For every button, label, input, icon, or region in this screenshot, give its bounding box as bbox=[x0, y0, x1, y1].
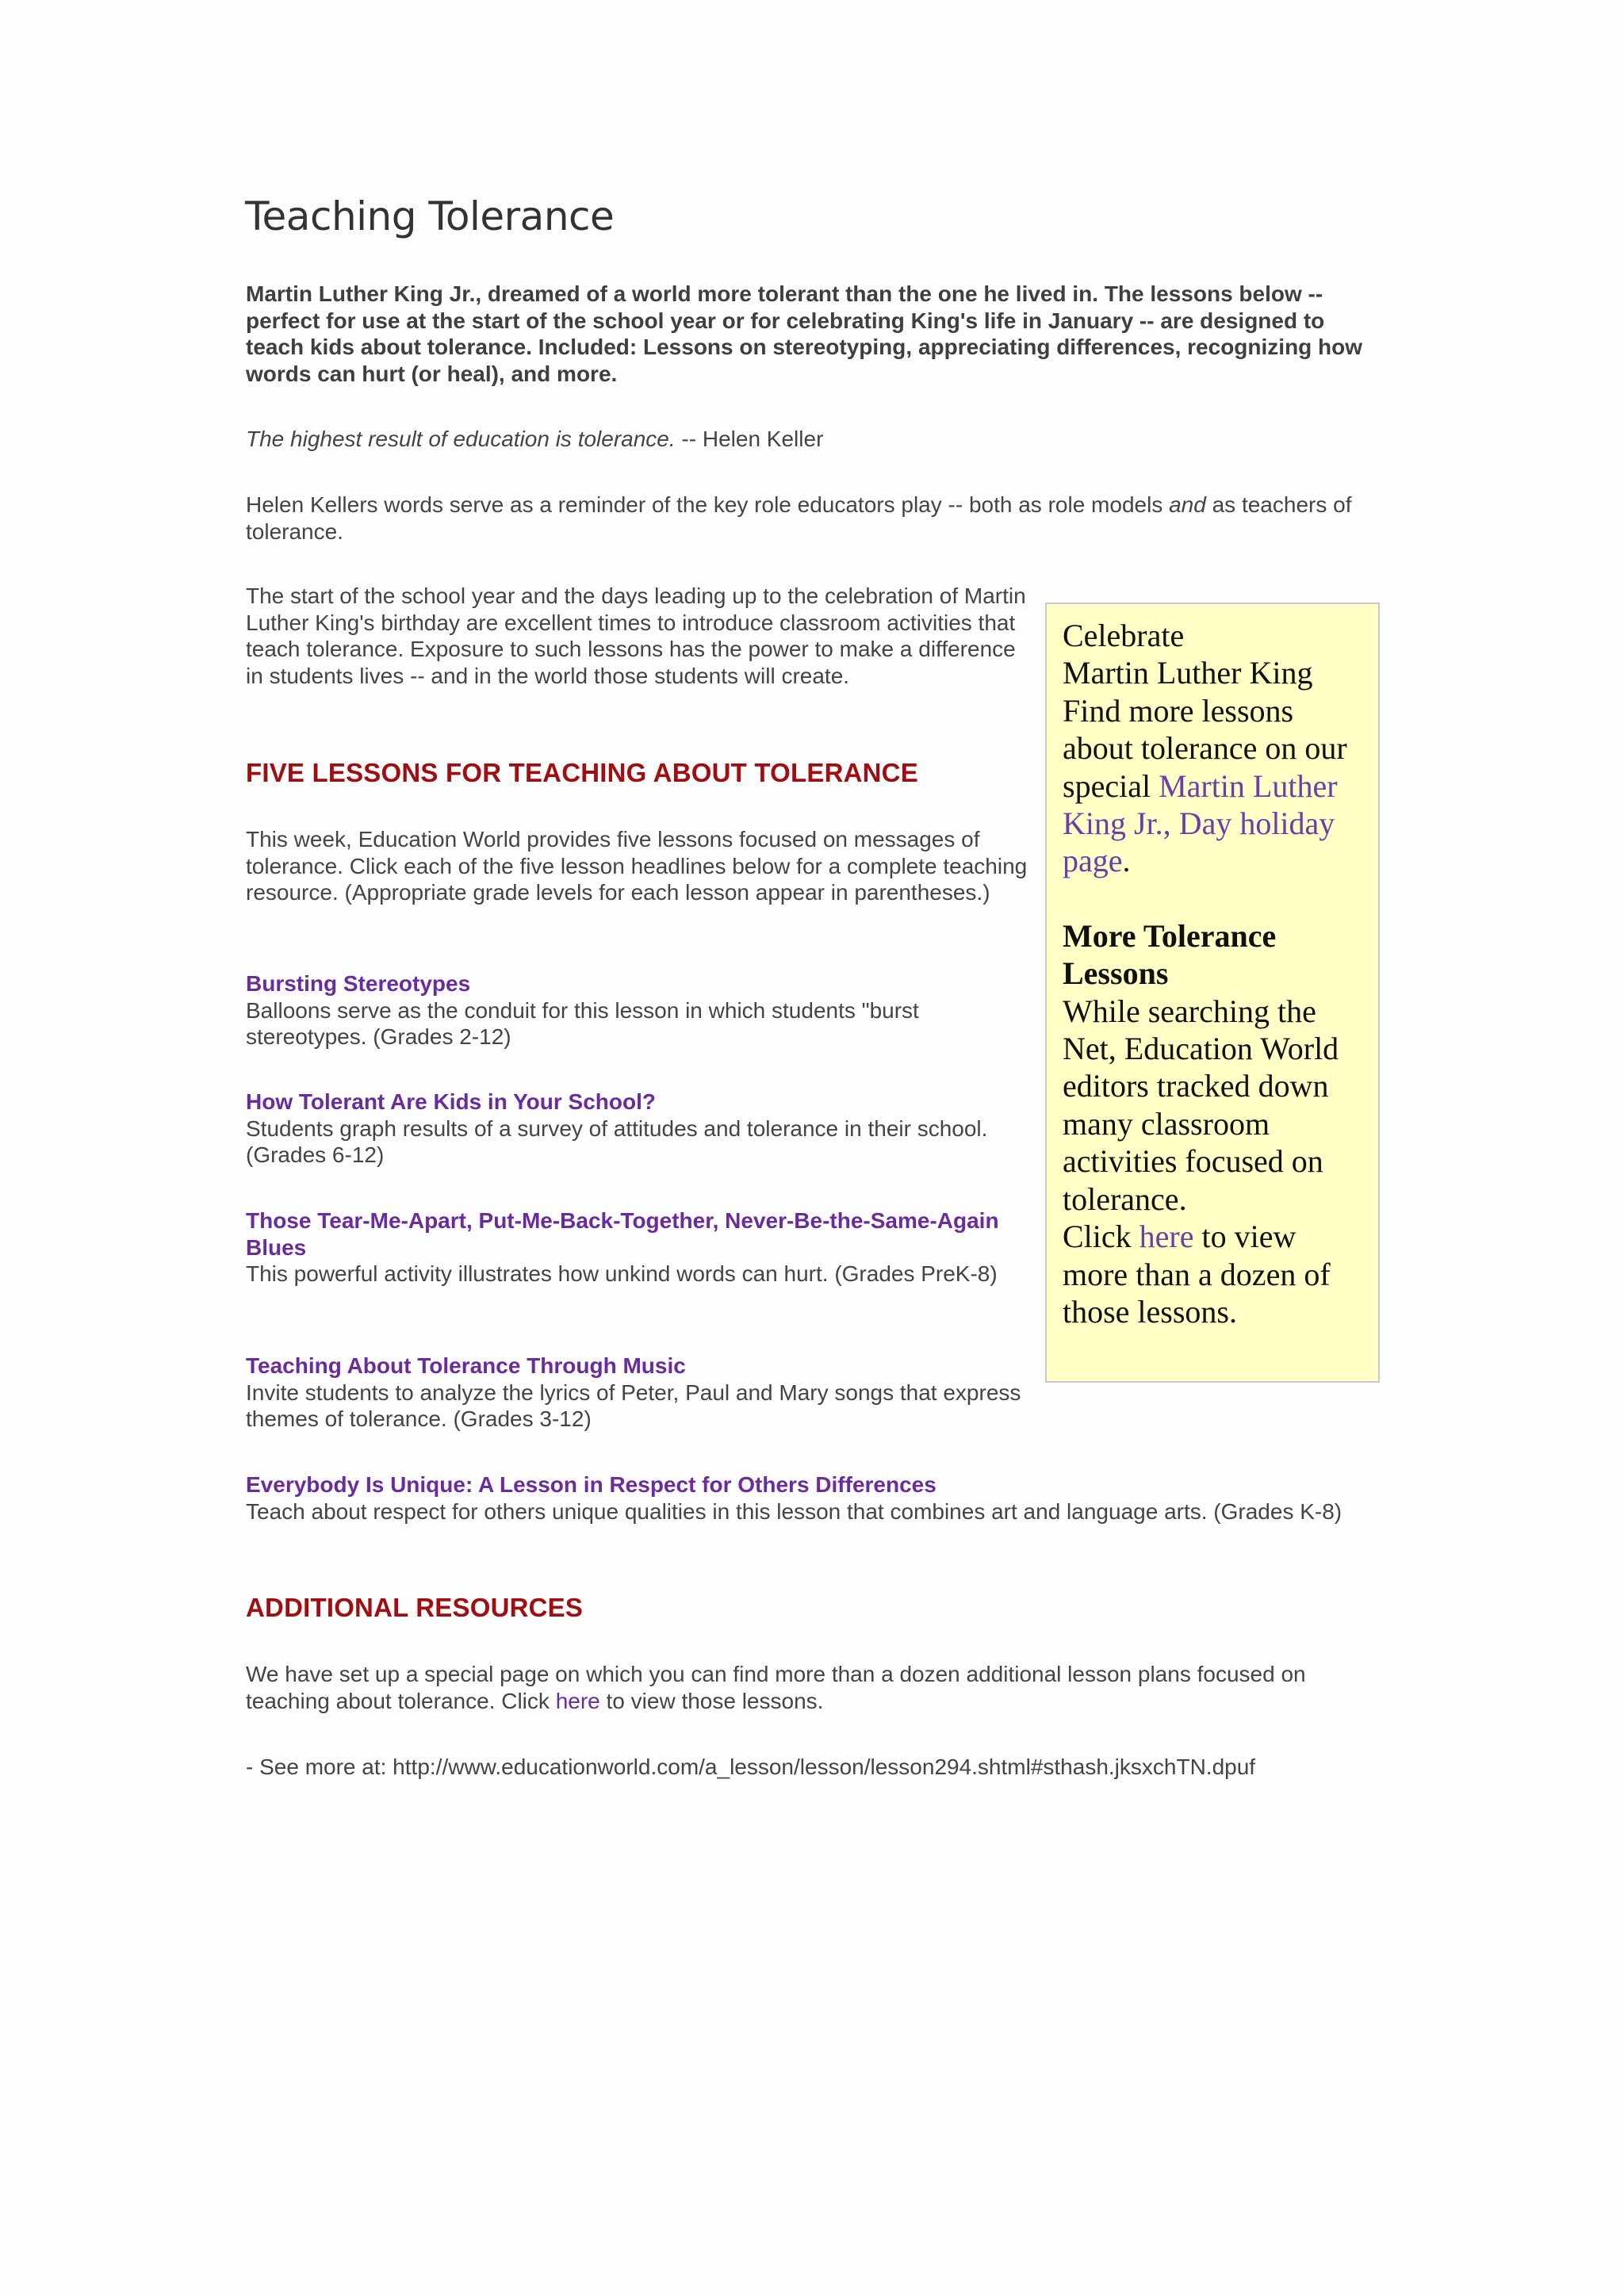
role-emphasis: and bbox=[1169, 492, 1206, 517]
sidebox-line-celebrate: Celebrate bbox=[1063, 618, 1185, 653]
lesson-title-link[interactable]: Everybody Is Unique: A Lesson in Respect for Others Differences bbox=[246, 1472, 936, 1497]
lesson-description: Invite students to analyze the lyrics of Peter, Paul and Mary songs that express themes of tolerance. (Grades 3-12) bbox=[246, 1380, 1021, 1431]
additional-here-link[interactable]: here bbox=[555, 1688, 600, 1713]
additional-resources-heading: ADDITIONAL RESOURCES bbox=[246, 1593, 584, 1622]
sidebox-click-paragraph bbox=[1063, 1218, 1365, 1330]
lesson-item bbox=[246, 1207, 1031, 1288]
lesson-item bbox=[246, 1353, 1031, 1433]
page-title: Teaching Tolerance bbox=[245, 193, 615, 239]
lesson-description: This powerful activity illustrates how unkind words can hurt. (Grades PreK-8) bbox=[246, 1261, 998, 1286]
tolerance-sidebar-box bbox=[1045, 603, 1380, 1383]
lesson-description: Students graph results of a survey of attitudes and tolerance in their school. (Grades 6-12) bbox=[246, 1115, 988, 1167]
quote-attribution: -- Helen Keller bbox=[675, 427, 824, 451]
sidebox-text-1: Find more lessons about tolerance on our special bbox=[1063, 692, 1347, 804]
lesson-item bbox=[246, 1089, 1031, 1169]
lesson-item bbox=[246, 1471, 1381, 1525]
mlk-holiday-page-link[interactable]: Martin Luther King Jr., Day holiday page bbox=[1063, 767, 1338, 879]
lesson-title-link[interactable]: How Tolerant Are Kids in Your School? bbox=[246, 1089, 657, 1114]
lesson-title-link[interactable]: Teaching About Tolerance Through Music bbox=[246, 1353, 686, 1378]
additional-resources-paragraph bbox=[246, 1661, 1381, 1714]
additional-text-after: to view those lessons. bbox=[599, 1688, 824, 1713]
lesson-title-link[interactable]: Bursting Stereotypes bbox=[246, 971, 471, 996]
role-text-after: as teachers of tolerance. bbox=[246, 492, 1352, 544]
role-text-before: Helen Kellers words serve as a reminder of the key role educators play -- both as role models bbox=[246, 492, 1170, 517]
additional-text-before: We have set up a special page on which you can find more than a dozen additional lesson plans focused on teaching about tolerance. Click bbox=[246, 1662, 1306, 1713]
five-lessons-intro: This week, Education World provides five lessons focused on messages of tolerance. Click each of the five lesson headlines below for a complete teaching resource. (Appropriate grade levels for each lesson appear in parentheses.) bbox=[246, 827, 1028, 905]
lesson-item bbox=[246, 970, 1031, 1050]
lesson-description: Teach about respect for others unique qualities in this lesson that combines art and language arts. (Grades K-8) bbox=[246, 1498, 1342, 1524]
sidebox-spacer bbox=[1063, 880, 1365, 917]
lesson-description: Balloons serve as the conduit for this lesson in which students "burst stereotypes. (Grades 2-12) bbox=[246, 997, 919, 1049]
sidebox-search-paragraph: While searching the Net, Education World editors tracked down many classroom activities focused on tolerance. bbox=[1063, 993, 1339, 1217]
quote bbox=[246, 426, 823, 453]
sidebox-text-3-after: to view more than a dozen of those lessons. bbox=[1063, 1219, 1331, 1330]
five-lessons-heading: FIVE LESSONS FOR TEACHING ABOUT TOLERANCE bbox=[246, 758, 918, 787]
lesson-title-link[interactable]: Those Tear-Me-Apart, Put-Me-Back-Together, Never-Be-the-Same-Again Blues bbox=[246, 1208, 999, 1260]
see-more-source: - See more at: http://www.educationworld.com/a_lesson/lesson/lesson294.shtml#sthash.jksxchTN.dpuf bbox=[246, 1755, 1256, 1779]
sidebox-text-1-end: . bbox=[1122, 843, 1131, 879]
sidebox-mlk-paragraph bbox=[1063, 692, 1365, 880]
sidebox-here-link[interactable]: here bbox=[1139, 1219, 1194, 1255]
start-paragraph: The start of the school year and the days leading up to the celebration of Martin Luther King's birthday are excellent times to introduce classroom activities that teach tolerance. Exposure to such lessons has the power to make a difference in students lives -- and in the world those students will create. bbox=[246, 584, 1026, 688]
sidebox-heading: More Tolerance Lessons bbox=[1063, 917, 1277, 992]
sidebox-line-mlk: Martin Luther King bbox=[1063, 655, 1313, 691]
sidebox-text-3-before: Click bbox=[1063, 1219, 1139, 1255]
quote-text: The highest result of education is tolerance. bbox=[246, 427, 676, 451]
role-paragraph bbox=[246, 492, 1381, 545]
intro-paragraph: Martin Luther King Jr., dreamed of a world more tolerant than the one he lived in. The lessons below -- perfect for use at the start of the school year or for celebrating King's life in January -- are designed to teach kids about tolerance. Included: Lessons on stereotyping, appreciating differences, recognizing how words can hurt (or heal), and more. bbox=[246, 281, 1363, 386]
